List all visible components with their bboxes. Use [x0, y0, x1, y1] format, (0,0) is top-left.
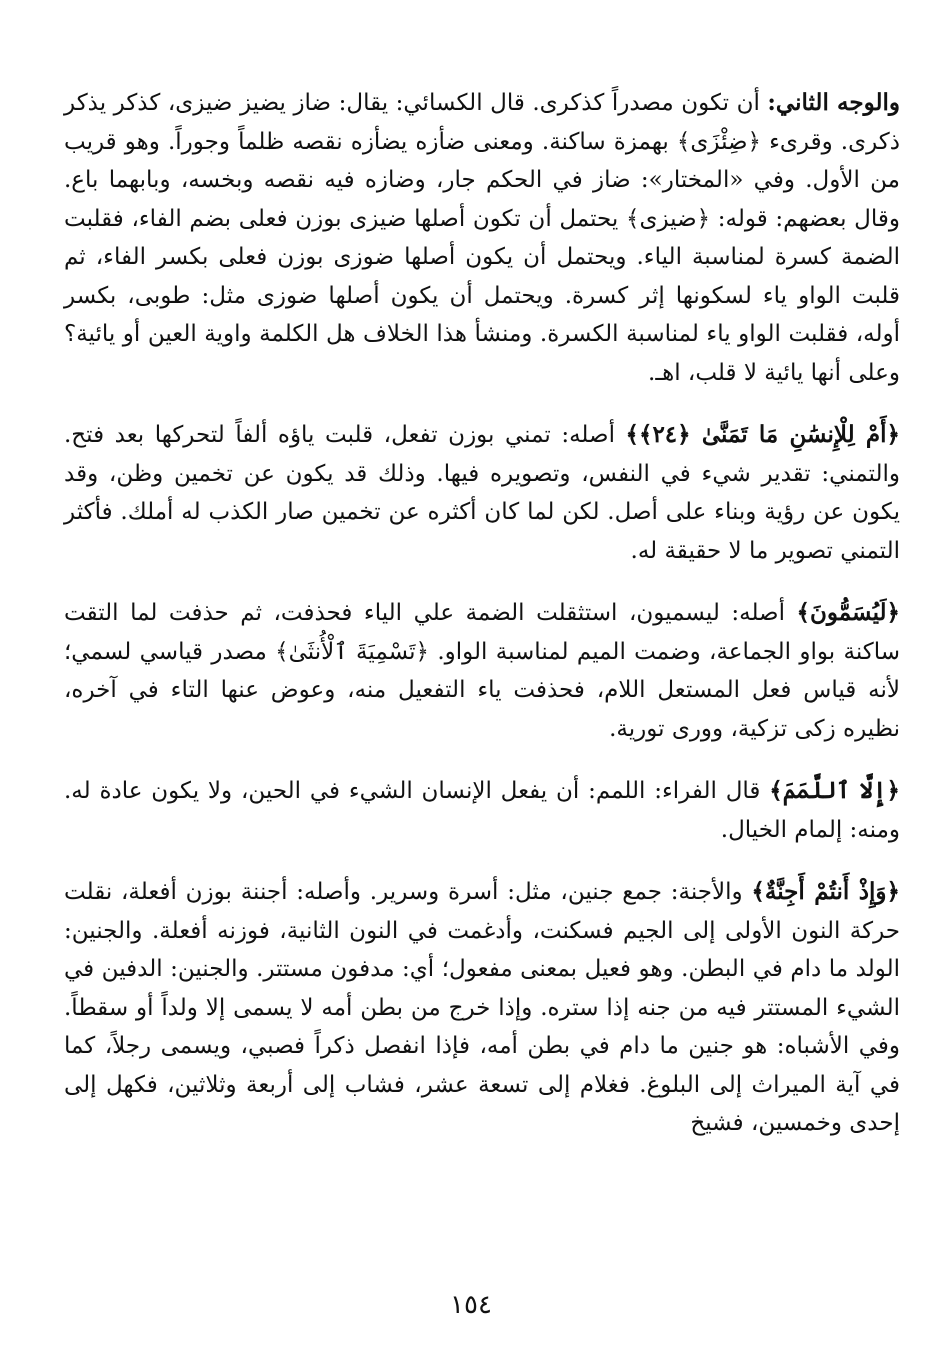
paragraph-lead: والوجه الثاني: — [767, 89, 900, 116]
paragraph-second-aspect — [64, 84, 900, 392]
paragraph-text: أصله: تمني بوزن تفعل، قلبت ياؤه ألفاً لتحركها بعد فتح. والتمني: تقدير شيء في النفس، وتصويره فيها. وذلك قد يكون عن تخمين وظن، وقد يكون عن رؤية وبناء على أصل. لكن لما كان أكثره عن تخمين صار الكذب له أملك. فأكثر التمني تصوير ما لا حقيقة له. — [64, 422, 900, 564]
quran-citation: ﴿لَيُسَمُّونَ﴾ — [796, 599, 900, 626]
quran-citation: ﴿وَإِذْ أَنتُمْ أَجِنَّةٌ﴾ — [751, 878, 900, 905]
paragraph-text: أصله: ليسميون، استثقلت الضمة علي الياء فحذفت، ثم حذفت لما التقت ساكنة بواو الجماعة، وضمت الميم لمناسبة الواو. ﴿تَسْمِيَةَ ٱلْأُنثَىٰ﴾ مصدر قياسي لسمي؛ لأنه قياس فعل المستعل اللام، فحذفت ياء التفعيل منه، وعوض عنها التاء في آخره، نظيره زكى تزكية، وورى تورية. — [64, 600, 900, 742]
quran-citation: ﴿أَمْ لِلْإِنسَٰنِ مَا تَمَنَّىٰ ﴿٢٤﴾﴾ — [625, 421, 900, 448]
page-body — [64, 84, 900, 1264]
paragraph-yusammun — [64, 594, 900, 748]
paragraph-lamam — [64, 772, 900, 849]
page-number: ١٥٤ — [450, 1290, 492, 1320]
paragraph-text: أن تكون مصدراً كذكرى. قال الكسائي: يقال: ضاز يضيز ضيزى، كذكر يذكر ذكرى. وقرىء ﴿ضِئْزَى﴾ بهمزة ساكنة. ومعنى ضأزه يضأزه نقصه ظلماً وجوراً. وهو قريب من الأول. وفي «المختار»: ضاز في الحكم جار، وضازه فيه نقصه وبخسه، وبابهما باع. وقال بعضهم: قوله: ﴿ضيزى﴾ يحتمل أن تكون أصلها ضيزى بوزن فعلى بضم الفاء، فقلبت الضمة كسرة لمناسبة الياء. ويحتمل أن يكون أصلها ضوزى بوزن فعلى بكسر الفاء، ثم قلبت الواو ياء لسكونها إثر كسرة. ويحتمل أن يكون أصلها ضوزى مثل: طوبى، بكسر أوله، فقلبت الواو ياء لمناسبة الكسرة. ومنشأ هذا الخلاف هل الكلمة واوية العين أو يائية؟ وعلى أنها يائية لا قلب، اهـ. — [64, 90, 900, 386]
paragraph-ajinna — [64, 873, 900, 1143]
paragraph-tamanna — [64, 416, 900, 570]
paragraph-text: قال الفراء: اللمم: أن يفعل الإنسان الشيء في الحين، ولا يكون عادة له. ومنه: إلمام الخيال. — [64, 778, 900, 843]
paragraph-text: والأجنة: جمع جنين، مثل: أسرة وسرير. وأصله: أجننة بوزن أفعلة، نقلت حركة النون الأولى إلى الجيم فسكنت، وأدغمت في النون الثانية، فوزنه أفعلة. والجنين: الولد ما دام في البطن. وهو فعيل بمعنى مفعول؛ أي: مدفون مستتر. والجنين: الدفين في الشيء المستتر فيه من جنه إذا ستره. وإذا خرج من بطن أمه لا يسمى إلا ولداً أو سقطاً. وفي الأشباه: هو جنين ما دام في بطن أمه، فإذا انفصل ذكراً فصبي، ويسمى رجلاً، كما في آية الميراث إلى البلوغ. فغلام إلى تسعة عشر، فشاب إلى أربعة وثلاثين، فكهل إلى إحدى وخمسين، فشيخ — [64, 879, 900, 1136]
quran-citation: ﴿إِلَّا ٱللَّمَمَ﴾ — [769, 777, 900, 804]
